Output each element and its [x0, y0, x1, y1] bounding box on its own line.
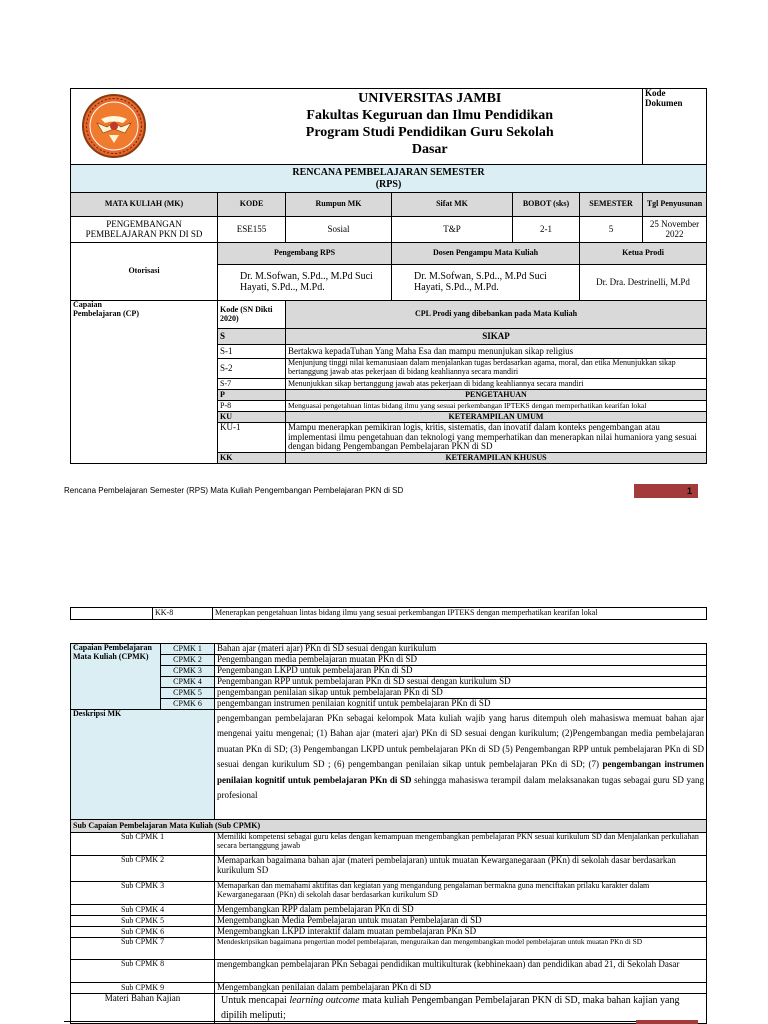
p-code: P: [218, 390, 286, 401]
page-number: 1: [634, 484, 698, 498]
cpmk-code: CPMK 4: [161, 677, 215, 688]
rps-title-line1: RENCANA PEMBELAJARAN SEMESTER: [292, 167, 485, 178]
sub-cpmk-text: Mengembangkan LKPD interaktif dalam muatan pembelajaran PKn SD: [215, 927, 707, 938]
dosen-label: Dosen Pengampu Mata Kuliah: [392, 243, 580, 265]
cpmk-text: Pengembangan LKPD untuk pembelajaran PKn di SD: [215, 666, 707, 677]
sub-cpmk-text: Mengembangkan penilaian dalam pembelajaran PKn di SD: [215, 983, 707, 994]
course-name: PENGEMBANGAN PEMBELAJARAN PKN DI SD: [71, 217, 218, 243]
kk8-left-cell: [71, 608, 153, 620]
kk8-text: Menerapkan pengetahuan lintas bidang ilmu yang sesuai perkembangan IPTEKS dengan memperhatikan kearifan lokal: [213, 608, 707, 620]
cpmk-code: CPMK 2: [161, 655, 215, 666]
rps-title-line2: (RPS): [375, 178, 402, 190]
col-header-rumpun: Rumpun MK: [286, 193, 392, 217]
materi-text-italic: learning outcome: [289, 995, 360, 1006]
otorisasi-label: Otorisasi: [71, 243, 218, 301]
sub-cpmk-text: Memaparkan dan memahami aktifitas dan kegiatan yang mengandung pengalaman bermakna guna menciftakan prilaku karakter dalam Kewarganegaraan (PKn) di sekolah dasar berdasarkan kurikulum SD: [215, 882, 707, 905]
cpmk-code: CPMK 5: [161, 688, 215, 699]
kk-heading: KETERAMPILAN KHUSUS: [286, 453, 707, 464]
pengembang-label: Pengembang RPS: [218, 243, 392, 265]
deskripsi-text: [215, 710, 707, 820]
materi-label: Materi Bahan Kajian: [71, 994, 215, 1024]
col-header-sifat: Sifat MK: [392, 193, 513, 217]
p8-code: P-8: [218, 401, 286, 412]
cp-label: Capaian Pembelajaran (CP): [73, 300, 139, 318]
rps-header-table: [70, 88, 707, 464]
p8-text: Menguasai pengetahuan lintas bidang ilmu yang sesuai perkembangan IPTEKS dengan memperhatikan kearifan lokal: [286, 401, 707, 412]
sub-cpmk-code: Sub CPMK 8: [71, 960, 215, 983]
footer-text: Rencana Pembelajaran Semester (RPS) Mata Kuliah Pengembangan Pembelajaran PKN di SD: [64, 486, 404, 495]
materi-text: [215, 994, 707, 1024]
s2-code: S-2: [218, 359, 286, 379]
s7-text: Menunjukkan sikap bertanggung jawab atas pekerjaan di bidang keahliannya secara mandiri: [286, 379, 707, 390]
sub-cpmk-code: Sub CPMK 4: [71, 905, 215, 916]
sub-cpmk-code: Sub CPMK 1: [71, 833, 215, 856]
course-rumpun: Sosial: [286, 217, 392, 243]
university-seal-icon: [81, 93, 147, 159]
deskripsi-text-bold: pengembangan instrumen penilaian kognitif untuk pembelajaran PKn di SD: [217, 759, 705, 785]
cpmk-table: [70, 643, 707, 1024]
institution-heading: [218, 89, 643, 165]
col-header-semester: SEMESTER: [580, 193, 643, 217]
sub-cpmk-code: Sub CPMK 3: [71, 882, 215, 905]
sub-cpmk-code: Sub CPMK 5: [71, 916, 215, 927]
doc-code-label: Kode Dokumen: [643, 89, 707, 165]
cpmk-text: pengembangan penilaian sikap untuk pembelajaran PKn di SD: [215, 688, 707, 699]
ku1-code: KU-1: [218, 423, 286, 453]
sub-cpmk-code: Sub CPMK 9: [71, 983, 215, 994]
kk8-table: [70, 607, 707, 620]
pengembang-names: Dr. M.Sofwan, S.Pd.., M.Pd Suci Hayati, S.Pd.., M.Pd.: [218, 265, 392, 301]
logo-cell: [71, 89, 218, 165]
sub-cpmk-text: Mendeskripsikan bagaimana pengertian model pembelajaran, menguraikan dan mengembangkan model pembelajaran untuk muatan PKn di SD: [215, 938, 707, 960]
s7-code: S-7: [218, 379, 286, 390]
s1-text: Bertakwa kepadaTuhan Yang Maha Esa dan mampu menunjukan sikap religius: [286, 345, 707, 359]
sub-cpmk-code: Sub CPMK 6: [71, 927, 215, 938]
deskripsi-text-part: pengembangan pembelajaran PKn sebagai kelompok Mata kuliah wajib yang harus ditempuh oleh mahasiswa memuat bahan ajar mengenai yaitu mengenai; (1) Bahan ajar (materi ajar) PKn di SD sesuai dengan kurikulum; (2)Pengembangan media pembelajaran muatan PKn di SD; (3) Pengembangan LKPD untuk pembelajaran PKn di SD (5) Pengembangan RPP untuk pembelajaran PKn di SD sesuai dengan kurikulum SD ; (6) pengembangan penilaian sikap untuk pembelajaran PKn di SD; (7): [217, 713, 704, 770]
cp-kode-label: Kode (SN Dikti 2020): [218, 301, 286, 329]
s1-code: S-1: [218, 345, 286, 359]
course-sifat: T&P: [392, 217, 513, 243]
university-name: UNIVERSITAS JAMBI: [358, 91, 502, 106]
ku1-text: Mampu menerapkan pemikiran logis, kritis, sistematis, dan inovatif dalam konteks pengembangan atau implementasi ilmu pengetahuan dan teknologi yang memperhatikan dan menerapkan nilai humaniora yang sesuai dengan bidang Pengembangan Pembelajaran PKN di SD: [286, 423, 707, 453]
cpmk-text: Pengembangan RPP untuk pembelajaran PKn di SD sesuai dengan kurikulum SD: [215, 677, 707, 688]
cpmk-code: CPMK 6: [161, 699, 215, 710]
cpmk-code: CPMK 1: [161, 644, 215, 655]
course-date: 25 November 2022: [643, 217, 707, 243]
deskripsi-text-part: sehingga mahasiswa terampil dalam melaksanakan tugas sebagai guru SD yang profesional: [217, 774, 704, 801]
rps-title: [71, 165, 707, 193]
sub-cpmk-text: mengembangkan pembelajaran PKn Sebagai pendidikan multikulturak (kebhinekaan) dan pendidikan abad 21, di Sekolah Dasar: [215, 960, 707, 983]
deskripsi-label: Deskripsi MK: [71, 710, 215, 820]
materi-text-part: mata kuliah Pengembangan Pembelajaran PKN di SD, maka bahan kajian yang dipilih meliputi;: [221, 995, 680, 1021]
faculty-name: Fakultas Keguruan dan Ilmu Pendidikan: [306, 108, 554, 124]
bottom-rule: [64, 1021, 636, 1022]
s2-text: Menjunjung tinggi nilai kemanusiaan dalam menjalankan tugas berdasarkan agama, moral, dan etika Menunjukkan sikap bertanggung jawab atas pekerjaan di bidang keahliannya secara mandiri: [286, 359, 707, 379]
materi-text-part: Untuk mencapai: [221, 995, 290, 1006]
p-heading: PENGETAHUAN: [286, 390, 707, 401]
col-header-bobot: BOBOT (sks): [513, 193, 580, 217]
ketua-name: Dr. Dra. Destrinelli, M.Pd: [580, 265, 707, 301]
cpmk-label: Capaian Pembelajaran Mata Kuliah (CPMK): [71, 644, 161, 710]
kk-code: KK: [218, 453, 286, 464]
course-semester: 5: [580, 217, 643, 243]
cpl-label: CPL Prodi yang dibebankan pada Mata Kuliah: [286, 301, 707, 329]
course-code: ESE155: [218, 217, 286, 243]
sub-cpmk-text: Mengembangkan RPP dalam pembelajaran PKn di SD: [215, 905, 707, 916]
dosen-names: Dr. M.Sofwan, S.Pd.., M.Pd Suci Hayati, S.Pd.., M.Pd.: [392, 265, 580, 301]
ketua-label: Ketua Prodi: [580, 243, 707, 265]
sub-cpmk-label: Sub Capaian Pembelajaran Mata Kuliah (Sub CPMK): [71, 820, 707, 833]
ku-code: KU: [218, 412, 286, 423]
program-name-cont: Dasar: [411, 142, 448, 158]
cp-label-cell: [71, 301, 218, 464]
sub-cpmk-code: Sub CPMK 7: [71, 938, 215, 960]
sub-cpmk-text: Mengembangkan Media Pembelajaran untuk muatan Pembelajaran di SD: [215, 916, 707, 927]
col-header-mk: MATA KULIAH (MK): [71, 193, 218, 217]
col-header-kode: KODE: [218, 193, 286, 217]
course-bobot: 2-1: [513, 217, 580, 243]
cpmk-text: Pengembangan media pembelajaran muatan PKn di SD: [215, 655, 707, 666]
page-footer: [64, 484, 700, 498]
sub-cpmk-text: Memiliki kompetensi sebagai guru kelas dengan kemampuan mengembangkan pembelajaran PKN sesuai kurikulum SD dan Menjalankan perkuliahan secara bertanggung jawab: [215, 833, 707, 856]
sub-cpmk-text: Memaparkan bagaimana bahan ajar (materi pembelajaran) untuk muatan Kewarganegaraan (PKn) di sekolah dasar berdasarkan kurikulum SD: [215, 856, 707, 882]
s-code: S: [218, 329, 286, 345]
col-header-tgl: Tgl Penyusunan: [643, 193, 707, 217]
cpmk-code: CPMK 3: [161, 666, 215, 677]
s-heading: SIKAP: [286, 329, 707, 345]
cpmk-text: pengembangan instrumen penilaian kognitif untuk pembelajaran PKn di SD: [215, 699, 707, 710]
cpmk-text: Bahan ajar (materi ajar) PKn di SD sesuai dengan kurikulum: [215, 644, 707, 655]
program-name: Program Studi Pendidikan Guru Sekolah: [305, 125, 554, 141]
sub-cpmk-code: Sub CPMK 2: [71, 856, 215, 882]
ku-heading: KETERAMPILAN UMUM: [286, 412, 707, 423]
bottom-accent-bar: [636, 1020, 698, 1024]
kk8-code: KK-8: [153, 608, 213, 620]
